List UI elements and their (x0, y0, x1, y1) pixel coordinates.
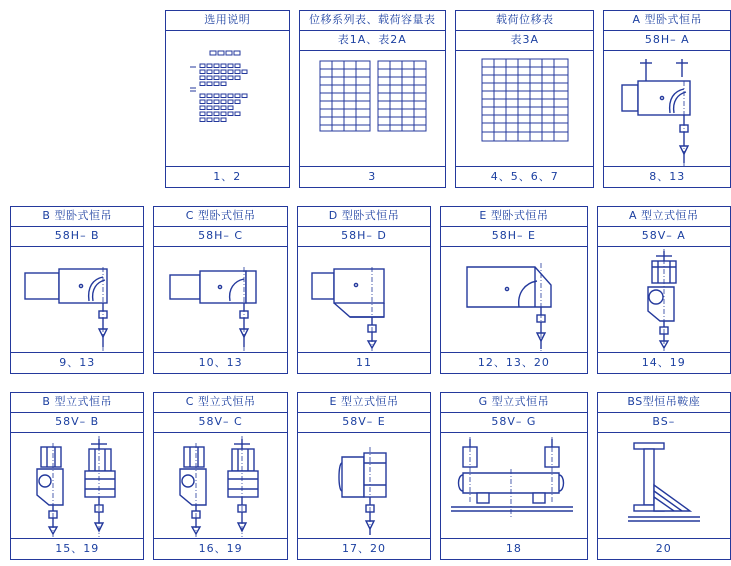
card-header: D 型卧式恒吊 (298, 207, 430, 227)
card-graphic-horizontal-hanger-e (441, 247, 586, 352)
card-subheader: 58V– E (298, 413, 430, 433)
card-footer: 4、5、6、7 (456, 166, 593, 187)
card-graphic-horizontal-hanger-a (604, 51, 730, 166)
card-header: 载荷位移表 (456, 11, 593, 31)
card-type-c-horizontal[interactable] (153, 206, 287, 374)
card-type-a-horizontal[interactable] (603, 10, 731, 188)
card-footer: 18 (441, 538, 586, 559)
card-subheader: 表3A (456, 31, 593, 51)
card-type-b-horizontal[interactable] (10, 206, 144, 374)
card-footer: 14、19 (598, 352, 730, 373)
card-type-e-horizontal[interactable] (440, 206, 587, 374)
card-subheader: 58H– E (441, 227, 586, 247)
card-header: E 型立式恒吊 (298, 393, 430, 413)
card-type-c-vertical[interactable] (153, 392, 287, 560)
card-graphic-horizontal-hanger-b (11, 247, 143, 352)
card-graphic-vertical-hanger-g (441, 433, 586, 538)
card-header: B 型卧式恒吊 (11, 207, 143, 227)
card-footer: 17、20 (298, 538, 430, 559)
card-selection-notes[interactable] (165, 10, 290, 188)
card-graphic-two-tables (300, 51, 445, 166)
card-footer: 10、13 (154, 352, 286, 373)
card-header: G 型立式恒吊 (441, 393, 586, 413)
card-row-1 (0, 0, 731, 188)
card-type-g-vertical[interactable] (440, 392, 587, 560)
card-header: BS型恒吊鞍座 (598, 393, 730, 413)
card-footer: 12、13、20 (441, 352, 586, 373)
card-header: A 型立式恒吊 (598, 207, 730, 227)
card-subheader: 58H– B (11, 227, 143, 247)
card-footer: 20 (598, 538, 730, 559)
card-graphic-saddle-beam (598, 433, 730, 538)
card-header: 位移系列表、载荷容量表 (300, 11, 445, 31)
card-graphic-horizontal-hanger-c (154, 247, 286, 352)
card-subheader: 58V– B (11, 413, 143, 433)
card-graphic-vertical-hanger-e (298, 433, 430, 538)
card-subheader: 58H– C (154, 227, 286, 247)
card-header: E 型卧式恒吊 (441, 207, 586, 227)
card-footer: 11 (298, 352, 430, 373)
card-subheader: 58H– D (298, 227, 430, 247)
card-subheader: 58H– A (604, 31, 730, 51)
card-header: C 型立式恒吊 (154, 393, 286, 413)
card-displacement-series-load-capacity[interactable] (299, 10, 446, 188)
card-type-d-horizontal[interactable] (297, 206, 431, 374)
card-header: C 型卧式恒吊 (154, 207, 286, 227)
card-header: A 型卧式恒吊 (604, 11, 730, 31)
card-bs-saddle[interactable] (597, 392, 731, 560)
card-subheader: 58V– G (441, 413, 586, 433)
card-header: 选用说明 (166, 11, 289, 31)
card-type-b-vertical[interactable] (10, 392, 144, 560)
card-subheader: 58V– A (598, 227, 730, 247)
card-footer: 16、19 (154, 538, 286, 559)
card-type-e-vertical[interactable] (297, 392, 431, 560)
card-row-3 (0, 374, 731, 560)
card-subheader: 58V– C (154, 413, 286, 433)
card-load-displacement-table[interactable] (455, 10, 594, 188)
card-graphic-vertical-hanger-c (154, 433, 286, 538)
card-graphic-horizontal-hanger-d (298, 247, 430, 352)
card-graphic-vertical-hanger-a (598, 247, 730, 352)
card-subheader: BS– (598, 413, 730, 433)
card-footer: 9、13 (11, 352, 143, 373)
card-row-2 (0, 188, 731, 374)
card-subheader: 表1A、表2A (300, 31, 445, 51)
card-header: B 型立式恒吊 (11, 393, 143, 413)
card-type-a-vertical[interactable] (597, 206, 731, 374)
card-footer: 8、13 (604, 166, 730, 187)
card-footer: 15、19 (11, 538, 143, 559)
card-footer: 3 (300, 166, 445, 187)
card-graphic-one-table (456, 51, 593, 166)
card-graphic-bullet-note-block (166, 31, 289, 166)
card-graphic-vertical-hanger-b (11, 433, 143, 538)
card-footer: 1、2 (166, 166, 289, 187)
